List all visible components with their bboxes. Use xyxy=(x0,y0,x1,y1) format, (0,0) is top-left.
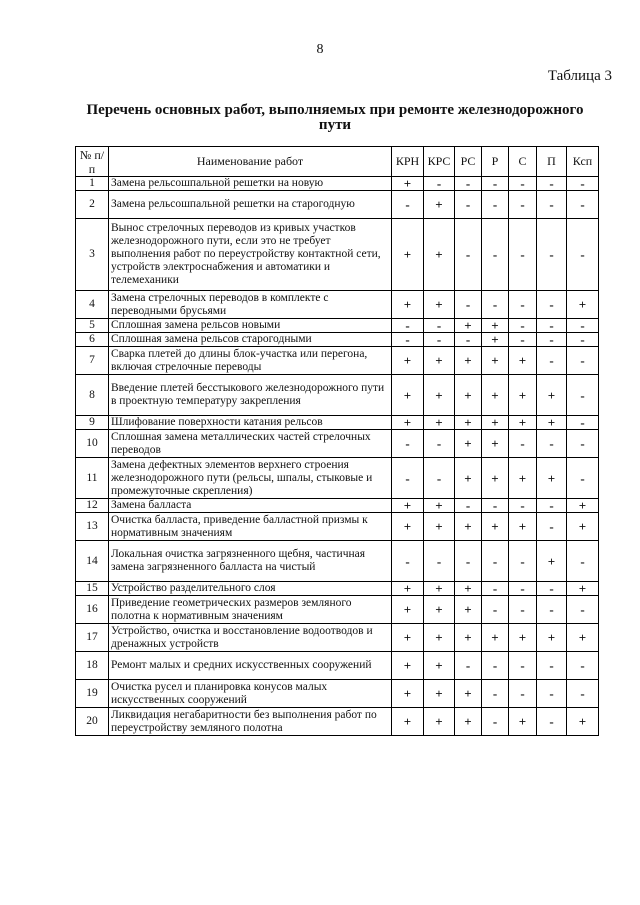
row-number: 2 xyxy=(76,191,109,219)
work-name: Сплошная замена металлических частей стрелочных переводов xyxy=(109,430,392,458)
table-row xyxy=(76,375,599,416)
repair-mark: + xyxy=(509,513,537,541)
work-name: Устройство разделительного слоя xyxy=(109,582,392,596)
repair-mark: + xyxy=(509,416,537,430)
repair-mark: - xyxy=(392,191,424,219)
repair-mark: + xyxy=(455,596,482,624)
repair-mark: - xyxy=(537,430,567,458)
table-header-row xyxy=(76,147,599,177)
repair-mark: - xyxy=(537,347,567,375)
work-name: Ремонт малых и средних искусственных сооружений xyxy=(109,652,392,680)
repair-mark: + xyxy=(455,347,482,375)
work-name: Шлифование поверхности катания рельсов xyxy=(109,416,392,430)
repair-mark: + xyxy=(424,375,455,416)
header-type-ksp: Ксп xyxy=(567,147,599,177)
repair-mark: + xyxy=(482,624,509,652)
repair-mark: - xyxy=(567,458,599,499)
repair-mark: - xyxy=(567,191,599,219)
repair-mark: - xyxy=(455,191,482,219)
repair-mark: + xyxy=(567,513,599,541)
repair-mark: - xyxy=(509,333,537,347)
repair-mark: - xyxy=(455,499,482,513)
repair-mark: - xyxy=(567,219,599,291)
work-name: Замена рельсошпальной решетки на новую xyxy=(109,177,392,191)
work-name: Вынос стрелочных переводов из кривых участков железнодорожного пути, если это не требует выполнения работ по переустройству контактной сети, устройств электроснабжения и автоматики и телемеханики xyxy=(109,219,392,291)
repair-mark: - xyxy=(567,596,599,624)
repair-mark: - xyxy=(509,319,537,333)
repair-mark: + xyxy=(509,347,537,375)
repair-mark: + xyxy=(482,458,509,499)
repair-mark: - xyxy=(537,652,567,680)
repair-mark: + xyxy=(424,624,455,652)
row-number: 1 xyxy=(76,177,109,191)
table-row xyxy=(76,430,599,458)
repair-mark: + xyxy=(392,652,424,680)
table-row xyxy=(76,219,599,291)
repair-mark: - xyxy=(482,191,509,219)
row-number: 20 xyxy=(76,708,109,736)
table-row xyxy=(76,680,599,708)
repair-mark: + xyxy=(424,347,455,375)
repair-mark: - xyxy=(482,541,509,582)
repair-mark: - xyxy=(392,541,424,582)
repair-mark: - xyxy=(424,430,455,458)
repair-mark: - xyxy=(537,191,567,219)
repair-mark: - xyxy=(509,582,537,596)
repair-mark: - xyxy=(424,319,455,333)
header-type-r: Р xyxy=(482,147,509,177)
repair-mark: - xyxy=(537,319,567,333)
work-name: Сплошная замена рельсов новыми xyxy=(109,319,392,333)
repair-mark: + xyxy=(392,219,424,291)
repair-mark: - xyxy=(567,333,599,347)
repair-mark: - xyxy=(392,319,424,333)
repair-mark: + xyxy=(509,458,537,499)
repair-mark: - xyxy=(509,652,537,680)
row-number: 11 xyxy=(76,458,109,499)
repair-mark: + xyxy=(567,708,599,736)
row-number: 9 xyxy=(76,416,109,430)
header-num: № п/п xyxy=(76,147,109,177)
repair-mark: - xyxy=(537,499,567,513)
repair-mark: - xyxy=(567,541,599,582)
repair-mark: - xyxy=(509,680,537,708)
repair-mark: - xyxy=(392,333,424,347)
repair-mark: - xyxy=(424,541,455,582)
repair-mark: + xyxy=(537,416,567,430)
repair-mark: + xyxy=(424,416,455,430)
repair-mark: + xyxy=(482,319,509,333)
row-number: 16 xyxy=(76,596,109,624)
work-name: Локальная очистка загрязненного щебня, частичная замена загрязненного балласта на чистый xyxy=(109,541,392,582)
repair-mark: + xyxy=(455,582,482,596)
row-number: 15 xyxy=(76,582,109,596)
table-row xyxy=(76,177,599,191)
work-name: Сплошная замена рельсов старогодными xyxy=(109,333,392,347)
row-number: 6 xyxy=(76,333,109,347)
work-name: Устройство, очистка и восстановление водоотводов и дренажных устройств xyxy=(109,624,392,652)
repair-mark: + xyxy=(509,624,537,652)
work-name: Приведение геометрических размеров земляного полотна к нормативным значениям xyxy=(109,596,392,624)
repair-mark: - xyxy=(537,680,567,708)
repair-mark: + xyxy=(424,191,455,219)
repair-mark: + xyxy=(537,458,567,499)
repair-mark: - xyxy=(455,219,482,291)
repair-mark: + xyxy=(392,499,424,513)
row-number: 10 xyxy=(76,430,109,458)
repair-mark: + xyxy=(424,499,455,513)
repair-mark: - xyxy=(567,177,599,191)
repair-mark: - xyxy=(482,291,509,319)
repair-mark: + xyxy=(509,375,537,416)
repair-mark: + xyxy=(455,375,482,416)
repair-mark: + xyxy=(455,416,482,430)
table-row xyxy=(76,499,599,513)
repair-mark: - xyxy=(392,430,424,458)
row-number: 7 xyxy=(76,347,109,375)
row-number: 13 xyxy=(76,513,109,541)
header-type-p: П xyxy=(537,147,567,177)
repair-mark: - xyxy=(567,652,599,680)
row-number: 5 xyxy=(76,319,109,333)
work-name: Очистка балласта, приведение балластной призмы к нормативным значениям xyxy=(109,513,392,541)
repair-mark: - xyxy=(455,291,482,319)
repair-mark: - xyxy=(537,177,567,191)
repair-mark: - xyxy=(567,430,599,458)
repair-mark: - xyxy=(455,541,482,582)
repair-mark: - xyxy=(482,582,509,596)
repair-mark: + xyxy=(567,624,599,652)
repair-mark: - xyxy=(424,177,455,191)
repair-mark: - xyxy=(482,499,509,513)
work-name: Замена рельсошпальной решетки на старогодную xyxy=(109,191,392,219)
repair-mark: + xyxy=(455,319,482,333)
repair-mark: - xyxy=(482,177,509,191)
repair-mark: - xyxy=(537,513,567,541)
repair-mark: + xyxy=(424,219,455,291)
repair-mark: - xyxy=(537,596,567,624)
repair-mark: - xyxy=(567,416,599,430)
repair-mark: - xyxy=(509,291,537,319)
repair-mark: + xyxy=(392,177,424,191)
repair-mark: - xyxy=(509,191,537,219)
repair-mark: - xyxy=(537,333,567,347)
repair-mark: + xyxy=(424,582,455,596)
repair-mark: - xyxy=(509,541,537,582)
work-name: Замена балласта xyxy=(109,499,392,513)
row-number: 4 xyxy=(76,291,109,319)
header-type-s: С xyxy=(509,147,537,177)
repair-mark: - xyxy=(567,375,599,416)
repair-mark: + xyxy=(424,652,455,680)
repair-mark: + xyxy=(424,596,455,624)
table-row xyxy=(76,513,599,541)
repair-mark: - xyxy=(392,458,424,499)
repair-mark: - xyxy=(455,333,482,347)
table-row xyxy=(76,191,599,219)
repair-mark: + xyxy=(392,596,424,624)
repair-mark: + xyxy=(424,680,455,708)
table-row xyxy=(76,458,599,499)
repair-mark: - xyxy=(537,582,567,596)
repair-mark: + xyxy=(392,347,424,375)
repair-mark: + xyxy=(482,333,509,347)
repair-mark: - xyxy=(482,708,509,736)
repair-mark: - xyxy=(455,177,482,191)
work-name: Сварка плетей до длины блок-участка или перегона, включая стрелочные переводы xyxy=(109,347,392,375)
table-row xyxy=(76,652,599,680)
repair-mark: + xyxy=(567,582,599,596)
repair-mark: + xyxy=(392,624,424,652)
table-row xyxy=(76,541,599,582)
document-title: Перечень основных работ, выполняемых при ремонте железнодорожного пути xyxy=(86,102,584,133)
repair-mark: - xyxy=(537,219,567,291)
table-row xyxy=(76,624,599,652)
repair-mark: + xyxy=(482,430,509,458)
repair-mark: - xyxy=(482,652,509,680)
repair-mark: + xyxy=(482,375,509,416)
repair-mark: + xyxy=(392,513,424,541)
row-number: 18 xyxy=(76,652,109,680)
page-number: 8 xyxy=(316,42,324,57)
repair-mark: - xyxy=(509,430,537,458)
row-number: 17 xyxy=(76,624,109,652)
repair-mark: - xyxy=(537,708,567,736)
table-row xyxy=(76,596,599,624)
repair-mark: - xyxy=(482,680,509,708)
repair-mark: + xyxy=(537,624,567,652)
repair-mark: + xyxy=(392,680,424,708)
repair-mark: - xyxy=(509,596,537,624)
repair-mark: + xyxy=(482,513,509,541)
row-number: 14 xyxy=(76,541,109,582)
repair-mark: + xyxy=(455,513,482,541)
repair-mark: + xyxy=(424,708,455,736)
table-row xyxy=(76,347,599,375)
table-row xyxy=(76,582,599,596)
repair-mark: + xyxy=(455,680,482,708)
repair-mark: + xyxy=(392,375,424,416)
repair-mark: - xyxy=(567,347,599,375)
work-name: Введение плетей бесстыкового железнодорожного пути в проектную температуру закрепления xyxy=(109,375,392,416)
repair-mark: + xyxy=(537,541,567,582)
repair-mark: - xyxy=(424,333,455,347)
header-type-rs: РС xyxy=(455,147,482,177)
repair-mark: - xyxy=(424,458,455,499)
repair-mark: + xyxy=(455,624,482,652)
header-type-krn: КРН xyxy=(392,147,424,177)
works-table xyxy=(75,146,599,736)
repair-mark: - xyxy=(567,680,599,708)
repair-mark: - xyxy=(567,319,599,333)
repair-mark: + xyxy=(455,430,482,458)
work-name: Замена стрелочных переводов в комплекте с переводными брусьями xyxy=(109,291,392,319)
repair-mark: + xyxy=(392,291,424,319)
table-row xyxy=(76,319,599,333)
table-row xyxy=(76,416,599,430)
repair-mark: + xyxy=(455,458,482,499)
repair-mark: + xyxy=(482,347,509,375)
repair-mark: - xyxy=(509,177,537,191)
row-number: 12 xyxy=(76,499,109,513)
table-row xyxy=(76,291,599,319)
repair-mark: + xyxy=(424,513,455,541)
repair-mark: - xyxy=(482,219,509,291)
repair-mark: - xyxy=(509,219,537,291)
repair-mark: + xyxy=(392,708,424,736)
repair-mark: - xyxy=(482,596,509,624)
table-row xyxy=(76,333,599,347)
row-number: 8 xyxy=(76,375,109,416)
repair-mark: + xyxy=(509,708,537,736)
repair-mark: + xyxy=(567,499,599,513)
row-number: 3 xyxy=(76,219,109,291)
repair-mark: + xyxy=(392,582,424,596)
header-name: Наименование работ xyxy=(109,147,392,177)
repair-mark: + xyxy=(424,291,455,319)
repair-mark: - xyxy=(455,652,482,680)
repair-mark: + xyxy=(392,416,424,430)
repair-mark: + xyxy=(482,416,509,430)
table-label: Таблица 3 xyxy=(547,68,612,84)
repair-mark: - xyxy=(509,499,537,513)
row-number: 19 xyxy=(76,680,109,708)
repair-mark: + xyxy=(455,708,482,736)
work-name: Замена дефектных элементов верхнего строения железнодорожного пути (рельсы, шпалы, стыковые и промежуточные скрепления) xyxy=(109,458,392,499)
table-row xyxy=(76,708,599,736)
repair-mark: - xyxy=(537,291,567,319)
work-name: Ликвидация негабаритности без выполнения работ по переустройству земляного полотна xyxy=(109,708,392,736)
repair-mark: + xyxy=(537,375,567,416)
header-type-krs: КРС xyxy=(424,147,455,177)
repair-mark: + xyxy=(567,291,599,319)
work-name: Очистка русел и планировка конусов малых искусственных сооружений xyxy=(109,680,392,708)
